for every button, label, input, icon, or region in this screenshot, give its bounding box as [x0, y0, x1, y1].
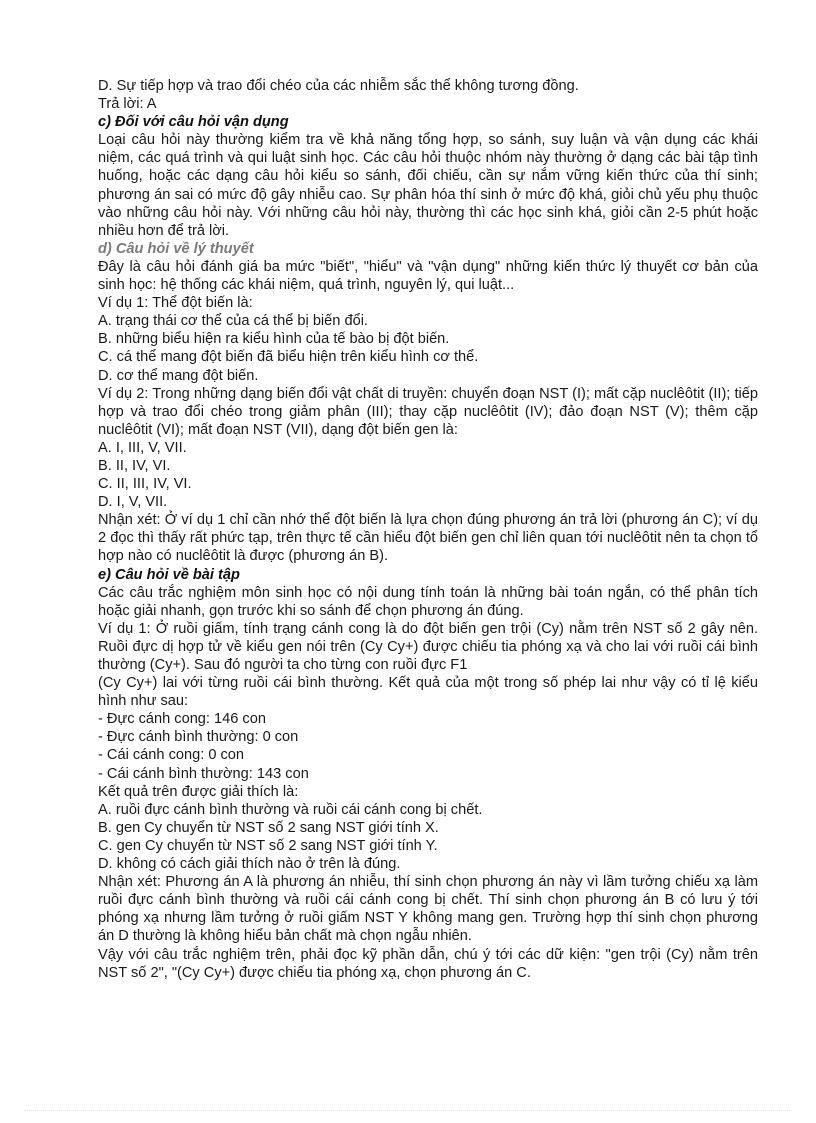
page-bottom-divider: [24, 1110, 792, 1111]
paragraph: Đây là câu hỏi đánh giá ba mức "biết", "hiểu" và "vận dụng" những kiến thức lý thuyết cơ bản của sinh học: hệ thống các khái niệm, quá trình, nguyên lý, qui luật...: [98, 258, 758, 294]
section-heading-d: d) Câu hỏi về lý thuyết: [98, 240, 254, 257]
option-line: B. gen Cy chuyển từ NST số 2 sang NST giới tính X.: [98, 819, 439, 836]
example-line: Ví dụ 1: Thể đột biến là:: [98, 295, 253, 312]
text-line: Kết quả trên được giải thích là:: [98, 783, 299, 800]
paragraph: Ví dụ 2: Trong những dạng biến đổi vật chất di truyền: chuyển đoạn NST (I); mất cặp nuclêôtit (II); tiếp hợp và trao đổi chéo trong giảm phân (III); thay cặp nuclêôtit (IV); đảo đoạn NST (V); thêm cặp nuclêôtit (VI); mất đoạn NST (VII), dạng đột biến gen là:: [98, 385, 758, 438]
option-line: D. không có cách giải thích nào ở trên là đúng.: [98, 856, 401, 873]
paragraph: Các câu trắc nghiệm môn sinh học có nội dung tính toán là những bài toán ngắn, có thể phân tích hoặc giải nhanh, gọn trước khi so sánh để chọn phương án đúng.: [98, 584, 758, 619]
section-heading-e: e) Câu hỏi về bài tập: [98, 566, 240, 583]
option-line: A. trạng thái cơ thể của cá thể bị biến đổi.: [98, 313, 368, 330]
result-line: - Cái cánh cong: 0 con: [98, 747, 245, 764]
paragraph: Ví dụ 1: Ở ruồi giấm, tính trạng cánh cong là do đột biến gen trội (Cy) nằm trên NST số 2 gây nên. Ruồi đực dị hợp tử về kiểu gen nói trên (Cy Cy+) được chiếu tia phóng xạ và cho lai với ruồi cái bình thường (Cy+). Sau đó người ta cho từng con ruồi đực F1: [98, 620, 758, 673]
option-line: D. cơ thể mang đột biến.: [98, 367, 259, 384]
option-line: A. I, III, V, VII.: [98, 439, 187, 456]
answer-line: Trả lời: A: [98, 96, 157, 113]
option-line: B. II, IV, VI.: [98, 457, 171, 474]
result-line: - Đực cánh bình thường: 0 con: [98, 729, 299, 746]
paragraph: Loại câu hỏi này thường kiểm tra về khả năng tổng hợp, so sánh, suy luận và vận dụng các khái niệm, các quá trình và qui luật sinh học. Các câu hỏi thuộc nhóm này thường ở dạng các bài tập tình huống, hoặc các dạng câu hỏi kiểu so sánh, đối chiếu, cần sự nắm vững kiến thức của thí sinh; phương án sai có mức độ gây nhiễu cao. Sự phân hóa thí sinh ở mức độ khá, giỏi chủ yếu phụ thuộc vào những câu hỏi này. Với những câu hỏi này, thường thì các học sinh khá, giỏi cần 2-5 phút hoặc nhiều hơn để trả lời.: [98, 132, 758, 239]
paragraph: (Cy Cy+) lai với từng ruồi cái bình thường. Kết quả của một trong số phép lai như vậy có tỉ lệ kiểu hình như sau:: [98, 675, 758, 710]
document-page: [98, 77, 758, 982]
section-heading-c: c) Đối với câu hỏi vận dụng: [98, 114, 289, 131]
paragraph: Vậy với câu trắc nghiệm trên, phải đọc kỹ phần dẫn, chú ý tới các dữ kiện: "gen trội (Cy) nằm trên NST số 2", "(Cy Cy+) được chiếu tia phóng xạ, chọn phương án C.: [98, 946, 758, 981]
option-line: C. gen Cy chuyển từ NST số 2 sang NST giới tính Y.: [98, 837, 438, 854]
option-line: D. I, V, VII.: [98, 494, 168, 511]
option-line: C. cá thể mang đột biến đã biểu hiện trên kiểu hình cơ thể.: [98, 349, 479, 366]
text-line: D. Sự tiếp hợp và trao đổi chéo của các nhiễm sắc thể không tương đồng.: [98, 78, 579, 94]
option-line: B. những biểu hiện ra kiểu hình của tế bào bị đột biến.: [98, 331, 450, 348]
option-line: C. II, III, IV, VI.: [98, 476, 192, 493]
paragraph: Nhận xét: Phương án A là phương án nhiễu, thí sinh chọn phương án này vì lầm tưởng chiếu xạ làm ruồi đực cánh bình thường và ruồi cái cánh cong bị chết. Thí sinh chọn phương án B có lưu ý tới phóng xạ nhưng lầm tưởng ở ruồi giấm NST Y không mang gen. Trường hợp thí sinh chọn phương án D thường là không hiểu bản chất mà chọn ngẫu nhiên.: [98, 874, 758, 945]
result-line: - Đực cánh cong: 146 con: [98, 711, 266, 728]
paragraph: Nhận xét: Ở ví dụ 1 chỉ cần nhớ thể đột biến là lựa chọn đúng phương án trả lời (phương án C); ví dụ 2 đọc thì thấy rất phức tạp, trên thực tế cần hiểu đột biến gen chỉ liên quan tới nuclêôtit nên ta chọn tổ hợp nào có nuclêôtit là được (phương án B).: [98, 512, 758, 565]
result-line: - Cái cánh bình thường: 143 con: [98, 765, 309, 782]
option-line: A. ruồi đực cánh bình thường và ruồi cái cánh cong bị chết.: [98, 801, 483, 818]
